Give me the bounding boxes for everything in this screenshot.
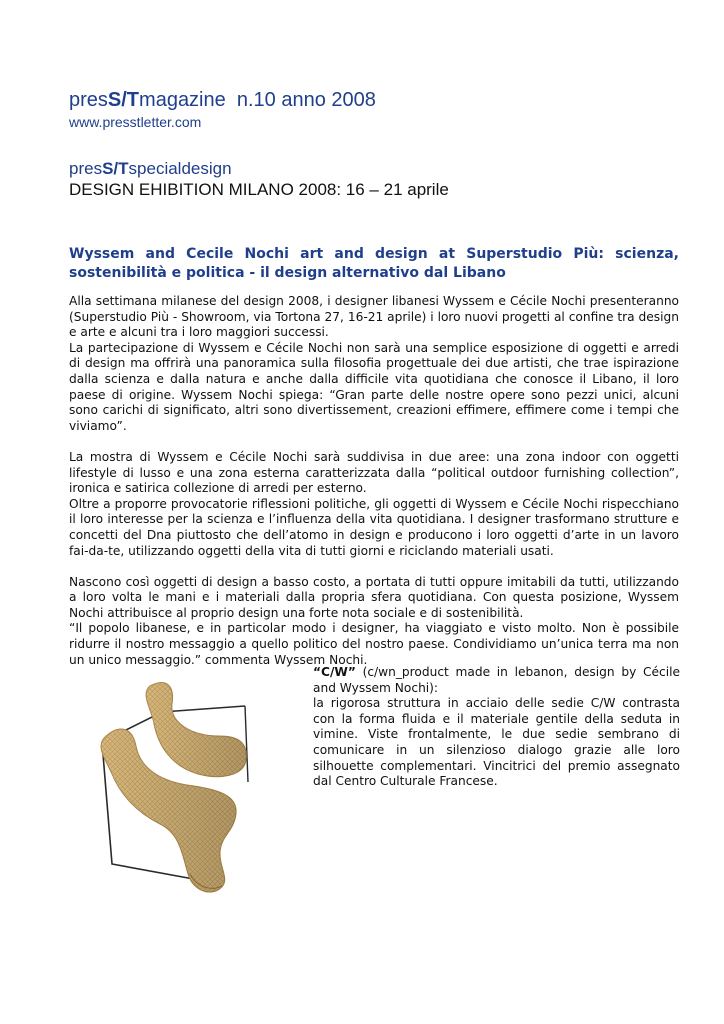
paragraph: La partecipazione di Wyssem e Cécile Nochi non sarà una semplice esposizione di oggetti e arredi di design ma offrirà una panoramica sulla filosofia progettuale dei due artisti, che trae ispirazione dalla scienza e dalla natura e anche dalla difficile vita quotidiana che conosce il Libano, il loro paese di origine. Wyssem Nochi spiega: “Gran parte delle nostre opere sono pezzi unici, alcuni sono carichi di significato, altri sono divertissement, creazioni effimere, effimere come i tempi che viviamo”. (69, 340, 679, 433)
brand-bold: S/T (102, 159, 129, 178)
title-pre: pres (69, 89, 108, 111)
magazine-title (69, 88, 376, 112)
paragraph: Nascono così oggetti di design a basso costo, a portata di tutti oppure imitabili da tutti, utilizzando a loro volta le mani e i materiali dalla propria sfera quotidiana. Con questa posizione, Wyssem Nochi attribuisce al proprio design una forte nota sociale e di sostenibilità. (69, 574, 679, 620)
event-title: DESIGN EHIBITION MILANO 2008: 16 – 21 aprile (69, 180, 449, 199)
article-body (69, 294, 679, 668)
steel-frame-back (245, 706, 248, 782)
caption-description: la rigorosa struttura in acciaio delle sedie C/W contrasta con la forma fluida e il materiale gentile della seduta in vimine. Viste frontalmente, le due sedie sembrano di comunicare in un silenzioso dialogo grazie alle loro silhouette complementari. Vincitrici del premio assegnato dal Centro Culturale Francese. (313, 696, 680, 789)
image-caption (313, 665, 680, 790)
special-section (69, 158, 449, 200)
caption-title (313, 665, 680, 696)
paragraph: Oltre a proporre provocatorie riflessioni politiche, gli oggetti di Wyssem e Cécile Nochi rispecchiano il loro interesse per la scienza e l’influenza della vita quotidiana. I designer trasformano strutture e concetti del Dna piuttosto che dell’atomo in design e producono i loro oggetti d’arte in un lavoro fai-da-te, utilizzando oggetti della vita di tutti giorni e riciclando materiali usati. (69, 496, 679, 558)
title-post: magazine n.10 anno 2008 (139, 89, 376, 111)
product-credit: (c/wn_product made in lebanon, design by Cécile and Wyssem Nochi): (313, 665, 680, 695)
rear-chair-shade (146, 683, 246, 777)
brand-pre: pres (69, 159, 103, 178)
chair-photo (70, 664, 300, 914)
brand-post: specialdesign (128, 159, 232, 178)
title-bold: S/T (107, 89, 140, 111)
paragraph: Alla settimana milanese del design 2008, i designer libanesi Wyssem e Cécile Nochi presenteranno (Superstudio Più - Showroom, via Tortona 27, 16-21 aprile) i loro nuovi progetti al confine tra design e arte e alcuni tra i loro maggiori successi. (69, 294, 679, 340)
paragraph: La mostra di Wyssem e Cécile Nochi sarà suddivisa in due aree: una zona indoor con oggetti lifestyle di lusso e una zona esterna caratterizzata dalla “political outdoor furnishing collection”, ironica e satirica collezione di arredi per esterno. (69, 449, 679, 496)
article-headline: Wyssem and Cecile Nochi art and design at Superstudio Più: scienza, sostenibilità e politica - il design alternativo dal Libano (69, 246, 679, 281)
website-url[interactable]: www.presstletter.com (69, 114, 202, 130)
product-name: “C/W” (313, 665, 356, 679)
special-brand (69, 158, 449, 179)
wicker-chairs-illustration (70, 664, 300, 914)
paragraph: “Il popolo libanese, e in particolar modo i designer, ha viaggiato e visto molto. Non è possibile ridurre il nostro messaggio a quello politico del nostro paese. Condividiamo un’unica terra ma non un unico messaggio.” commenta Wyssem Nochi. (69, 621, 679, 667)
masthead (69, 88, 376, 131)
